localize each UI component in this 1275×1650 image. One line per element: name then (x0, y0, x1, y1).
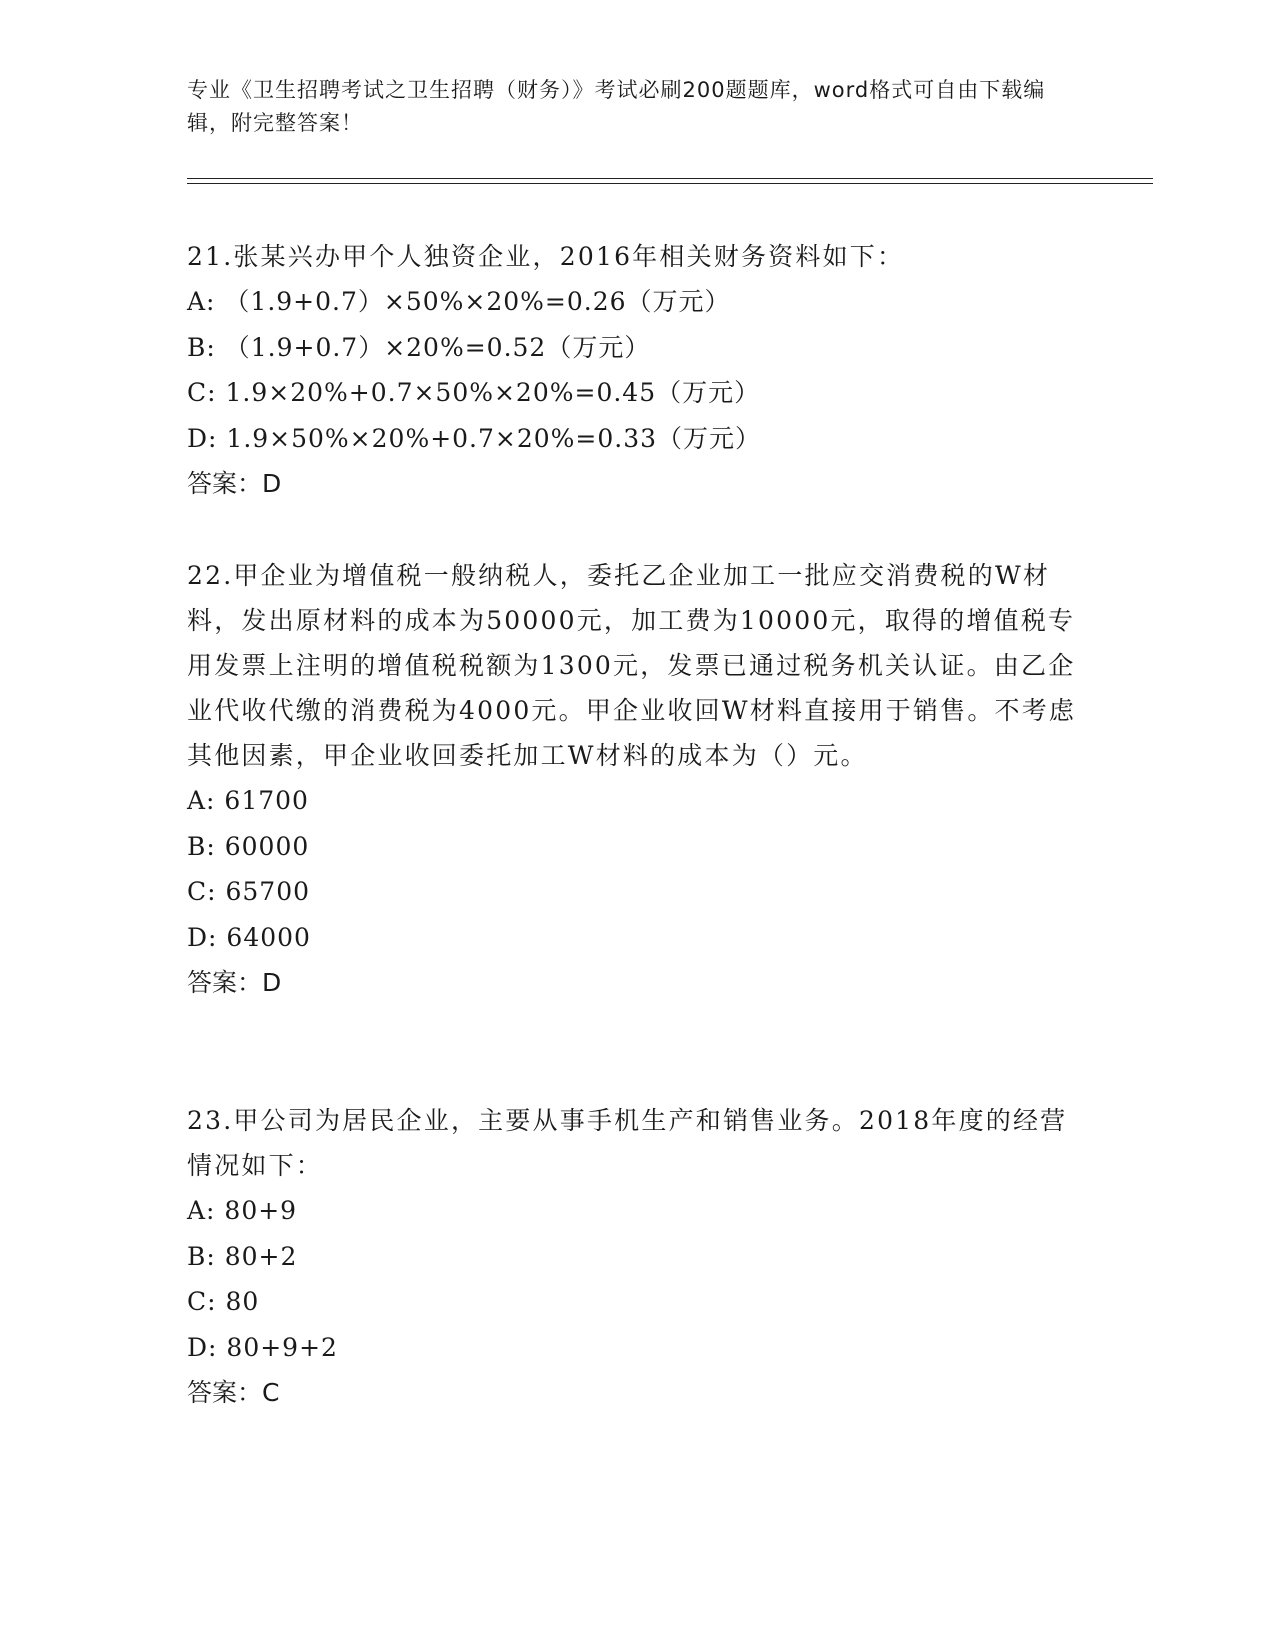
option-a: A: （1.9+0.7）×50%×20%=0.26（万元） (187, 287, 731, 316)
question-21 (187, 234, 1077, 506)
question-22 (187, 553, 1077, 1005)
option-b: B: （1.9+0.7）×20%=0.52（万元） (187, 332, 651, 362)
option-a: A: 61700 (187, 786, 309, 815)
question-23 (187, 1098, 1077, 1415)
option-d: D: 64000 (187, 922, 311, 952)
option-a: A: 80+9 (187, 1196, 298, 1225)
answer-label: 答案：D (187, 469, 282, 498)
option-b: B: 80+2 (187, 1241, 298, 1271)
question-stem: 22.甲企业为增值税一般纳税人，委托乙企业加工一批应交消费税的W材料，发出原材料的成本为50000元，加工费为10000元，取得的增值税专用发票上注明的增值税税额为1300元，发票已通过税务机关认证。由乙企业代收代缴的消费税为4000元。甲企业收回W材料直接用于销售。不考虑其他因素，甲企业收回委托加工W材料的成本为（）元。 (187, 561, 1077, 770)
option-c: C: 65700 (187, 877, 311, 906)
header-divider-top (187, 178, 1153, 179)
option-c: C: 80 (187, 1287, 260, 1316)
document-header: 专业《卫生招聘考试之卫生招聘（财务）》考试必刷200题题库，word格式可自由下载编辑，附完整答案！ (187, 78, 1046, 135)
option-b: B: 60000 (187, 831, 310, 861)
header-divider-bottom (187, 183, 1153, 184)
answer-label: 答案：C (187, 1378, 280, 1407)
question-stem: 23.甲公司为居民企业，主要从事手机生产和销售业务。2018年度的经营情况如下： (187, 1106, 1068, 1180)
question-stem: 21.张某兴办甲个人独资企业，2016年相关财务资料如下： (187, 242, 905, 271)
option-d: D: 80+9+2 (187, 1332, 338, 1362)
answer-label: 答案：D (187, 968, 282, 997)
option-c: C: 1.9×20%+0.7×50%×20%=0.45（万元） (187, 378, 761, 407)
option-d: D: 1.9×50%×20%+0.7×20%=0.33（万元） (187, 423, 762, 453)
